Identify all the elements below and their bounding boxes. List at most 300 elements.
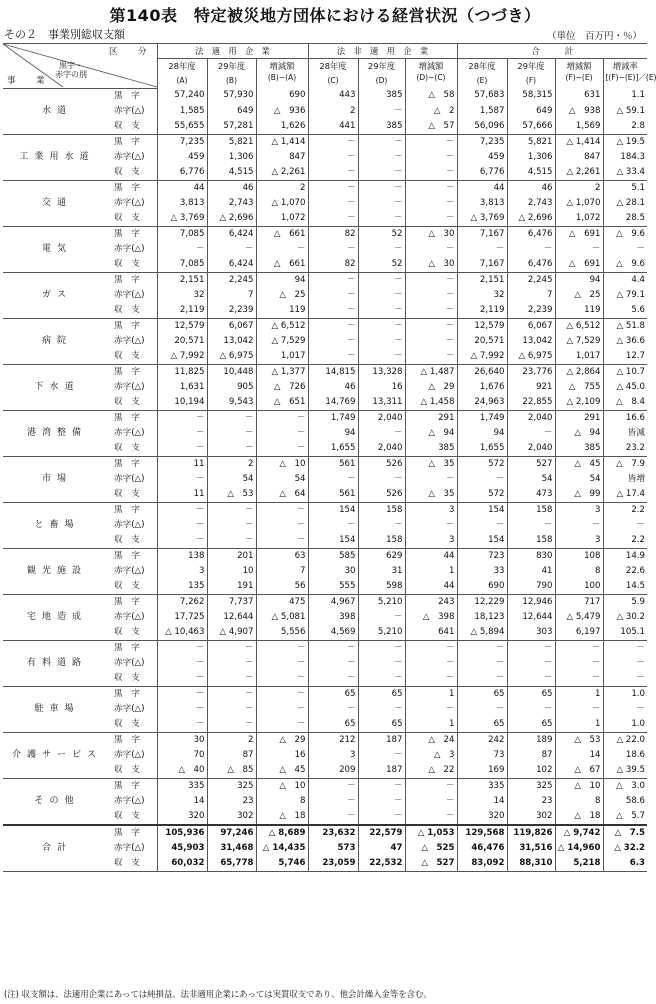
table-cell: 2,040 — [358, 441, 405, 457]
table-cell: △ 1,070 — [256, 196, 308, 211]
table-cell: 7,235 — [457, 134, 507, 150]
table-cell: △ 25 — [256, 288, 308, 303]
category-label: と畜場 — [3, 502, 111, 548]
table-cell: 57,666 — [507, 119, 555, 135]
table-row — [3, 594, 647, 610]
category-label: 電気 — [3, 226, 111, 272]
table-cell: 302 — [207, 809, 256, 825]
table-cell: △ 2,109 — [555, 395, 603, 411]
table-cell: 527 — [507, 456, 555, 472]
table-cell: 28.5 — [603, 211, 647, 227]
table-cell: 1.0 — [603, 686, 647, 702]
table-cell: 1 — [555, 717, 603, 733]
table-cell: 1,017 — [555, 349, 603, 365]
table-cell: 717 — [555, 594, 603, 610]
table-cell: － — [256, 671, 308, 687]
table-cell: 3 — [555, 533, 603, 549]
table-cell: － — [256, 242, 308, 257]
table-row — [3, 686, 647, 702]
table-cell: 2,040 — [507, 441, 555, 457]
category-label: 駐車場 — [3, 686, 111, 732]
table-cell: 4,569 — [308, 625, 358, 641]
row-type-label: 収 支 — [111, 809, 157, 825]
table-cell: 31 — [358, 564, 405, 579]
table-cell: 184.3 — [603, 150, 647, 165]
row-type-label: 黒 字 — [111, 548, 157, 564]
table-cell: 皆減 — [603, 426, 647, 441]
table-cell: － — [457, 472, 507, 487]
table-cell: △ 2,261 — [256, 165, 308, 181]
table-cell: △ 40 — [157, 763, 207, 779]
table-cell: △ 2,261 — [555, 165, 603, 181]
table-cell: 12,579 — [174, 320, 205, 331]
table-cell: － — [405, 656, 457, 671]
row-type-label: 収 支 — [111, 856, 157, 872]
table-cell: － — [358, 165, 405, 181]
row-type-label: 黒 字 — [111, 825, 157, 841]
table-cell: － — [157, 441, 207, 457]
table-cell: △ 5,894 — [457, 625, 507, 641]
column-header — [457, 59, 507, 89]
table-cell: 31,468 — [207, 841, 256, 856]
row-type-label: 赤字(△) — [111, 426, 157, 441]
table-cell: 723 — [457, 548, 507, 564]
row-type-label: 黒 字 — [111, 594, 157, 610]
table-cell: △ 691 — [555, 226, 603, 242]
table-cell: 58,315 — [507, 88, 555, 104]
table-cell: △ 1,487 — [405, 364, 457, 380]
table-cell: 1,569 — [555, 119, 603, 135]
table-cell: － — [308, 518, 358, 533]
table-cell: 1.1 — [603, 88, 647, 104]
table-cell: △ 3 — [405, 748, 457, 763]
table-cell: － — [358, 656, 405, 671]
table-cell: 22.6 — [603, 564, 647, 579]
table-cell: 335 — [457, 778, 507, 794]
table-cell: 87 — [207, 748, 256, 763]
table-cell: 526 — [358, 456, 405, 472]
table-cell: － — [358, 794, 405, 809]
table-cell: 2,119 — [457, 303, 507, 319]
table-cell: 690 — [256, 88, 308, 104]
table-cell: － — [207, 518, 256, 533]
table-cell: 459 — [457, 150, 507, 165]
table-cell: △ 85 — [207, 763, 256, 779]
table-cell: 1,676 — [457, 380, 507, 395]
table-cell: － — [256, 502, 308, 518]
table-cell: 58.6 — [603, 794, 647, 809]
table-cell: 7,085 — [179, 228, 205, 239]
table-cell: － — [308, 778, 358, 794]
table-cell: － — [256, 702, 308, 717]
table-cell: △ 5.7 — [603, 809, 647, 825]
table-cell: 1,585 — [179, 105, 205, 116]
table-cell: － — [358, 610, 405, 625]
table-cell: 94 — [555, 272, 603, 288]
table-cell: － — [195, 703, 205, 714]
table-cell: 12,644 — [507, 610, 555, 625]
table-cell: △ 755 — [555, 380, 603, 395]
table-cell: 325 — [507, 778, 555, 794]
table-cell: 46 — [507, 180, 555, 196]
table-cell: 65 — [308, 717, 358, 733]
footnote: (注) 収支額は、法適用企業にあっては純損益、法非適用企業にあっては実質収支であり、他会計繰入金等を含む。 — [4, 989, 432, 999]
table-cell: △ 30.2 — [603, 610, 647, 625]
table-cell: 2,040 — [358, 410, 405, 426]
table-cell: － — [195, 243, 205, 254]
table-cell: 2 — [256, 180, 308, 196]
table-cell: 385 — [358, 88, 405, 104]
table-cell: 11 — [157, 487, 207, 503]
table-cell: 385 — [358, 119, 405, 135]
row-type-label: 収 支 — [111, 257, 157, 273]
table-cell: 1,655 — [457, 441, 507, 457]
table-cell: 65,778 — [207, 856, 256, 872]
table-cell: 皆増 — [603, 472, 647, 487]
row-type-label: 赤字(△) — [111, 564, 157, 579]
table-cell: 24,963 — [457, 395, 507, 411]
table-cell: 3,813 — [179, 197, 205, 208]
table-cell: － — [207, 717, 256, 733]
table-cell: 16 — [256, 748, 308, 763]
table-cell: 52 — [358, 257, 405, 273]
table-cell: 65 — [457, 686, 507, 702]
table-cell: － — [358, 748, 405, 763]
table-cell: 88,310 — [507, 856, 555, 872]
table-cell: － — [256, 717, 308, 733]
table-cell: 526 — [358, 487, 405, 503]
table-cell: △ 22 — [405, 763, 457, 779]
table-cell: － — [157, 671, 207, 687]
table-cell: － — [555, 242, 603, 257]
table-cell: 105.1 — [603, 625, 647, 641]
column-formula: [(F)−(E)]／(E) — [605, 73, 656, 82]
table-cell: 6,424 — [207, 257, 256, 273]
column-label: 28年度 — [168, 61, 196, 71]
table-cell: － — [507, 656, 555, 671]
table-cell: 26,640 — [457, 364, 507, 380]
table-cell: 82 — [308, 226, 358, 242]
table-cell: △ 7.9 — [603, 456, 647, 472]
table-cell: － — [405, 165, 457, 181]
table-cell: 12,644 — [207, 610, 256, 625]
table-cell: － — [358, 134, 405, 150]
table-cell: 7,235 — [179, 136, 205, 147]
table-cell: 291 — [555, 410, 603, 426]
column-symbol: (E) — [476, 76, 488, 85]
table-cell: 22,855 — [507, 395, 555, 411]
row-type-label: 赤字(△) — [111, 334, 157, 349]
table-cell: 11 — [193, 458, 205, 469]
table-cell: △ 67 — [555, 763, 603, 779]
table-cell: △ 2,864 — [555, 364, 603, 380]
table-cell: 1 — [405, 686, 457, 702]
table-cell: △ 18 — [555, 809, 603, 825]
row-type-label: 黒 字 — [111, 456, 157, 472]
table-cell: 572 — [457, 487, 507, 503]
row-type-label: 収 支 — [111, 763, 157, 779]
table-cell: 46 — [308, 380, 358, 395]
row-type-label: 収 支 — [111, 395, 157, 411]
table-cell: 14,815 — [308, 364, 358, 380]
column-symbol: (C) — [327, 76, 339, 85]
table-cell: － — [457, 640, 507, 656]
table-cell: △ 57 — [405, 119, 457, 135]
table-cell: 2,119 — [157, 303, 207, 319]
table-cell: △ 19.5 — [603, 134, 647, 150]
header-corner — [3, 44, 157, 89]
table-row — [3, 825, 647, 841]
table-row — [3, 456, 647, 472]
table-cell: 23,776 — [507, 364, 555, 380]
table-cell: 44 — [405, 579, 457, 595]
table-cell: 187 — [358, 732, 405, 748]
table-cell: 154 — [308, 533, 358, 549]
category-label: 港湾整備 — [3, 410, 111, 456]
table-cell: 41 — [507, 564, 555, 579]
table-cell: △ 10.7 — [603, 364, 647, 380]
column-label: 29年度 — [367, 61, 396, 71]
table-cell: 70 — [193, 749, 205, 760]
table-cell: 6,424 — [207, 226, 256, 242]
table-cell: 10 — [207, 564, 256, 579]
table-cell: － — [207, 656, 256, 671]
table-cell: － — [507, 518, 555, 533]
category-label: 工業用水道 — [3, 134, 111, 180]
table-cell: － — [405, 242, 457, 257]
table-cell: 44 — [193, 182, 205, 193]
table-cell: 690 — [457, 579, 507, 595]
corner-balance-type — [55, 61, 87, 79]
table-cell: 11,825 — [174, 366, 205, 377]
row-type-label: 収 支 — [111, 533, 157, 549]
table-cell: 3 — [308, 748, 358, 763]
table-cell: 2,743 — [507, 196, 555, 211]
row-type-label: 収 支 — [111, 441, 157, 457]
table-body — [3, 88, 647, 871]
category-label: 観光施設 — [3, 548, 111, 594]
table-cell: 3 — [555, 502, 603, 518]
table-cell: 14.9 — [603, 548, 647, 564]
table-cell: △ 29 — [405, 380, 457, 395]
table-cell: △ 7,529 — [555, 334, 603, 349]
table-cell: 209 — [308, 763, 358, 779]
row-type-label: 黒 字 — [111, 180, 157, 196]
table-cell: △ 6,512 — [555, 318, 603, 334]
table-cell: △ 10 — [555, 778, 603, 794]
category-label: 宅地造成 — [3, 594, 111, 640]
table-cell: － — [358, 272, 405, 288]
table-cell: － — [207, 242, 256, 257]
table-cell: △ 30 — [405, 226, 457, 242]
table-cell: 649 — [207, 104, 256, 119]
table-cell: － — [308, 640, 358, 656]
table-cell: 55,655 — [157, 119, 207, 135]
table-cell: － — [457, 656, 507, 671]
unit-label: （単位 百万円・％） — [546, 31, 642, 42]
table-cell: 847 — [555, 150, 603, 165]
table-cell: － — [358, 472, 405, 487]
table-cell: 303 — [507, 625, 555, 641]
table-cell: － — [507, 640, 555, 656]
table-cell: 790 — [507, 579, 555, 595]
table-cell: 54 — [507, 472, 555, 487]
table-cell: － — [555, 702, 603, 717]
table-cell: 100 — [555, 579, 603, 595]
table-cell: △ 8.4 — [603, 395, 647, 411]
table-cell: 57,683 — [457, 88, 507, 104]
table-cell: 2 — [207, 456, 256, 472]
column-header — [308, 59, 358, 89]
table-cell: △ 1,070 — [555, 196, 603, 211]
table-cell: － — [358, 640, 405, 656]
table-cell: － — [308, 334, 358, 349]
table-cell: △ 1,053 — [405, 825, 457, 841]
table-cell: 32 — [457, 288, 507, 303]
row-type-label: 赤字(△) — [111, 196, 157, 211]
table-cell: 649 — [507, 104, 555, 119]
table-cell: 32 — [193, 289, 205, 300]
table-cell: △ 28.1 — [603, 196, 647, 211]
table-cell: 22,579 — [358, 825, 405, 841]
category-label: 合計 — [3, 825, 111, 872]
table-cell: 3 — [199, 565, 205, 576]
table-cell: △ 5,081 — [256, 610, 308, 625]
table-cell: 8 — [555, 794, 603, 809]
table-cell: △ 6,975 — [507, 349, 555, 365]
row-type-label: 赤字(△) — [111, 610, 157, 625]
corner-kubun: 区 分 — [108, 47, 153, 57]
table-cell: － — [308, 472, 358, 487]
category-label: 水道 — [3, 88, 111, 134]
table-cell: 921 — [507, 380, 555, 395]
column-label: 増減額 — [418, 61, 444, 71]
table-cell: 1 — [555, 686, 603, 702]
table-cell: △ 2 — [405, 104, 457, 119]
table-cell: － — [195, 657, 205, 668]
table-cell: 4,515 — [207, 165, 256, 181]
table-cell: 5,556 — [256, 625, 308, 641]
table-cell: 1,587 — [457, 104, 507, 119]
table-cell: 30 — [193, 734, 205, 745]
category-label: 介護サービス — [3, 732, 111, 778]
table-cell: 105,936 — [157, 825, 207, 841]
table-cell: － — [405, 134, 457, 150]
table-cell: － — [256, 533, 308, 549]
column-formula: (B)−(A) — [267, 73, 297, 82]
row-type-label: 赤字(△) — [111, 242, 157, 257]
table-cell: 325 — [207, 778, 256, 794]
table-cell: 6,476 — [507, 226, 555, 242]
table-cell: △ 45 — [256, 763, 308, 779]
table-cell: 119 — [555, 303, 603, 319]
table-cell: 14 — [457, 794, 507, 809]
table-cell: － — [555, 671, 603, 687]
row-type-label: 黒 字 — [111, 502, 157, 518]
table-cell: － — [207, 441, 256, 457]
table-cell: △ 33.4 — [603, 165, 647, 181]
row-type-label: 黒 字 — [111, 778, 157, 794]
table-cell: 60,032 — [157, 856, 207, 872]
table-cell: △ 32.2 — [603, 841, 647, 856]
table-cell: △ 1,414 — [555, 134, 603, 150]
table-cell: 5,210 — [358, 594, 405, 610]
group-header-applied: 法 適 用 企 業 — [157, 44, 308, 59]
table-cell: 1,749 — [308, 410, 358, 426]
group-header-total: 合 計 — [457, 44, 647, 59]
table-cell: 6,776 — [457, 165, 507, 181]
table-cell: 52 — [358, 226, 405, 242]
table-cell: 3,813 — [457, 196, 507, 211]
table-cell: 320 — [457, 809, 507, 825]
table-cell: △ 9.6 — [603, 226, 647, 242]
table-cell: － — [457, 671, 507, 687]
row-type-label: 赤字(△) — [111, 472, 157, 487]
table-cell: 129,568 — [457, 825, 507, 841]
table-cell: － — [195, 688, 205, 699]
column-label: 29年度 — [217, 61, 246, 71]
table-cell: － — [603, 656, 647, 671]
table-cell: 629 — [358, 548, 405, 564]
table-cell: 54 — [256, 472, 308, 487]
table-cell: 18.6 — [603, 748, 647, 763]
table-cell: 1,306 — [207, 150, 256, 165]
table-cell: 154 — [457, 533, 507, 549]
column-header — [603, 59, 656, 89]
table-cell: 119,826 — [507, 825, 555, 841]
table-cell: 1,749 — [457, 410, 507, 426]
table-cell: － — [358, 150, 405, 165]
table-cell: 5.6 — [603, 303, 647, 319]
row-type-label: 収 支 — [111, 211, 157, 227]
table-cell: △ 6,512 — [256, 318, 308, 334]
table-header — [3, 44, 656, 89]
table-cell: △ 9,742 — [555, 825, 603, 841]
table-row — [3, 318, 647, 334]
table-cell: 5.9 — [603, 594, 647, 610]
table-cell: 83,092 — [457, 856, 507, 872]
table-row — [3, 88, 647, 104]
table-cell: 598 — [358, 579, 405, 595]
table-cell: 13,328 — [358, 364, 405, 380]
table-cell: 4.4 — [603, 272, 647, 288]
table-cell: 31,516 — [507, 841, 555, 856]
table-cell: 847 — [256, 150, 308, 165]
table-cell: 14.5 — [603, 579, 647, 595]
table-cell: 12,579 — [457, 318, 507, 334]
table-cell: － — [405, 303, 457, 319]
table-cell: － — [358, 426, 405, 441]
table-cell: 158 — [358, 533, 405, 549]
table-cell: △ 53 — [555, 732, 603, 748]
column-symbol: (F) — [525, 76, 537, 85]
table-cell: 94 — [457, 426, 507, 441]
row-type-label: 黒 字 — [111, 686, 157, 702]
table-cell: 1,306 — [507, 150, 555, 165]
category-label: 下水道 — [3, 364, 111, 410]
table-cell: △ 1,414 — [256, 134, 308, 150]
table-cell: 1,631 — [179, 381, 205, 392]
table-cell: 108 — [555, 548, 603, 564]
table-cell: △ 5,479 — [555, 610, 603, 625]
table-cell: － — [207, 686, 256, 702]
table-cell: 154 — [308, 502, 358, 518]
table-row — [3, 410, 647, 426]
table-cell: － — [195, 427, 205, 438]
table-cell: 23 — [507, 794, 555, 809]
table-cell: △ 22.0 — [603, 732, 647, 748]
table-cell: 9,543 — [207, 395, 256, 411]
